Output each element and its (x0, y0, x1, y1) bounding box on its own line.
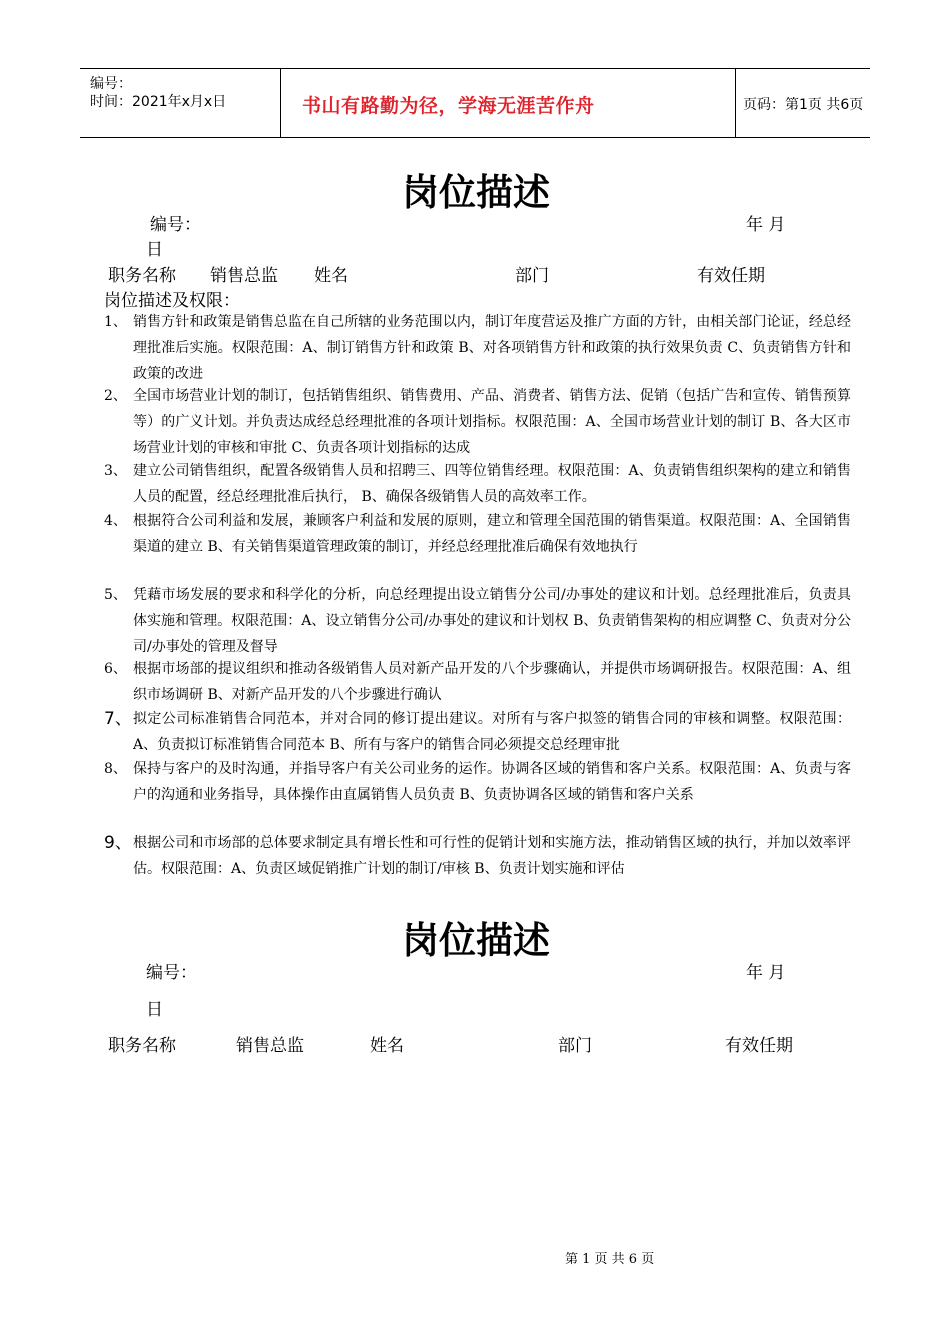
item-1-number: 1、 (104, 314, 127, 330)
section2-number-label: 编号： (146, 963, 197, 983)
header-motto: 书山有路勤为径，学海无涯苦作舟 (302, 95, 595, 117)
section1-day: 日 (146, 240, 163, 260)
section2-job-title-value: 销售总监 (236, 1036, 304, 1056)
item-3-text: 建立公司销售组织，配置各级销售人员和招聘三、四等位销售经理。权限范围：A、负责销售组织架构的建立和销售人员的配置，经总经理批准后执行， B、确保各级销售人员的高效率工作。 (133, 463, 851, 505)
section2-day: 日 (146, 1000, 163, 1020)
header-motto-cell (280, 69, 736, 137)
item-4-number: 4、 (104, 513, 127, 529)
item-5-number: 5、 (104, 587, 127, 603)
section1-desc-heading: 岗位描述及权限： (104, 291, 240, 311)
item-6-number: 6、 (104, 661, 127, 677)
header-left-cell (80, 69, 281, 137)
section1-name-label: 姓名 (314, 266, 348, 286)
item-2-text: 全国市场营业计划的制订，包括销售组织、销售费用、产品、消费者、销售方法、促销（包括广告和宣传、销售预算等）的广义计划。并负责达成经总经理批准的各项计划指标。权限范围：A、全国市场营业计划的制订 B、各大区市场营业计划的审核和审批 C、负责各项计划指标的达成 (133, 388, 851, 456)
section1-number-label: 编号： (150, 215, 201, 235)
section1-job-title-label: 职务名称 (108, 266, 176, 286)
header-time-label: 时间：2021年x月x日 (90, 94, 227, 110)
section2-dept-label: 部门 (558, 1036, 592, 1056)
item-6-text: 根据市场部的提议组织和推动各级销售人员对新产品开发的八个步骤确认，并提供市场调研报告。权限范围：A、组织市场调研 B、对新产品开发的八个步骤进行确认 (133, 661, 851, 703)
item-3-number: 3、 (104, 463, 127, 479)
section1-job-title-value: 销售总监 (210, 266, 278, 286)
item-5-text: 凭藉市场发展的要求和科学化的分析，向总经理提出设立销售分公司/办事处的建议和计划。总经理批准后，负责具体实施和管理。权限范围：A、设立销售分公司/办事处的建议和计划权 B、负责销售架构的相应调整 C、负责对分公司/办事处的管理及督导 (133, 587, 851, 655)
item-7-number: 7、 (104, 709, 132, 729)
section2-title: 岗位描述 (402, 919, 550, 962)
item-7-text: 拟定公司标准销售合同范本，并对合同的修订提出建议。对所有与客户拟签的销售合同的审核和调整。权限范围：A、负责拟订标准销售合同范本 B、所有与客户的销售合同必须提交总经理审批 (133, 711, 851, 753)
section1-year-month: 年 月 (746, 215, 786, 235)
item-9-text: 根据公司和市场部的总体要求制定具有增长性和可行性的促销计划和实施方法，推动销售区域的执行，并加以效率评估。权限范围：A、负责区域促销推广计划的制订/审核 B、负责计划实施和评估 (133, 835, 851, 877)
item-4-text: 根据符合公司利益和发展，兼顾客户利益和发展的原则，建立和管理全国范围的销售渠道。权限范围：A、全国销售渠道的建立 B、有关销售渠道管理政策的制订，并经总经理批准后确保有效地执行 (133, 513, 851, 555)
item-8-number: 8、 (104, 761, 127, 777)
item-2-number: 2、 (104, 388, 127, 404)
item-9-number: 9、 (104, 833, 132, 853)
header-number-label: 编号： (90, 76, 132, 92)
section1-title: 岗位描述 (402, 171, 550, 214)
item-8-text: 保持与客户的及时沟通，并指导客户有关公司业务的运作。协调各区域的销售和客户关系。权限范围：A、负责与客户的沟通和业务指导，具体操作由直属销售人员负责 B、负责协调各区域的销售和客户关系 (133, 761, 851, 803)
page-header (80, 68, 870, 138)
section1-term-label: 有效任期 (697, 266, 765, 286)
page-footer: 第 1 页 共 6 页 (565, 1252, 655, 1267)
section2-term-label: 有效任期 (725, 1036, 793, 1056)
header-page-info: 页码：第1页 共6页 (743, 97, 864, 113)
section2-name-label: 姓名 (370, 1036, 404, 1056)
item-1-text: 销售方针和政策是销售总监在自己所辖的业务范围以内，制订年度营运及推广方面的方针，由相关部门论证，经总经理批准后实施。权限范围：A、制订销售方针和政策 B、对各项销售方针和政策的执行效果负责 C、负责销售方针和政策的改进 (133, 314, 851, 382)
header-page-cell (735, 69, 870, 137)
section2-job-title-label: 职务名称 (108, 1036, 176, 1056)
section2-year-month: 年 月 (746, 963, 786, 983)
section1-dept-label: 部门 (515, 266, 549, 286)
